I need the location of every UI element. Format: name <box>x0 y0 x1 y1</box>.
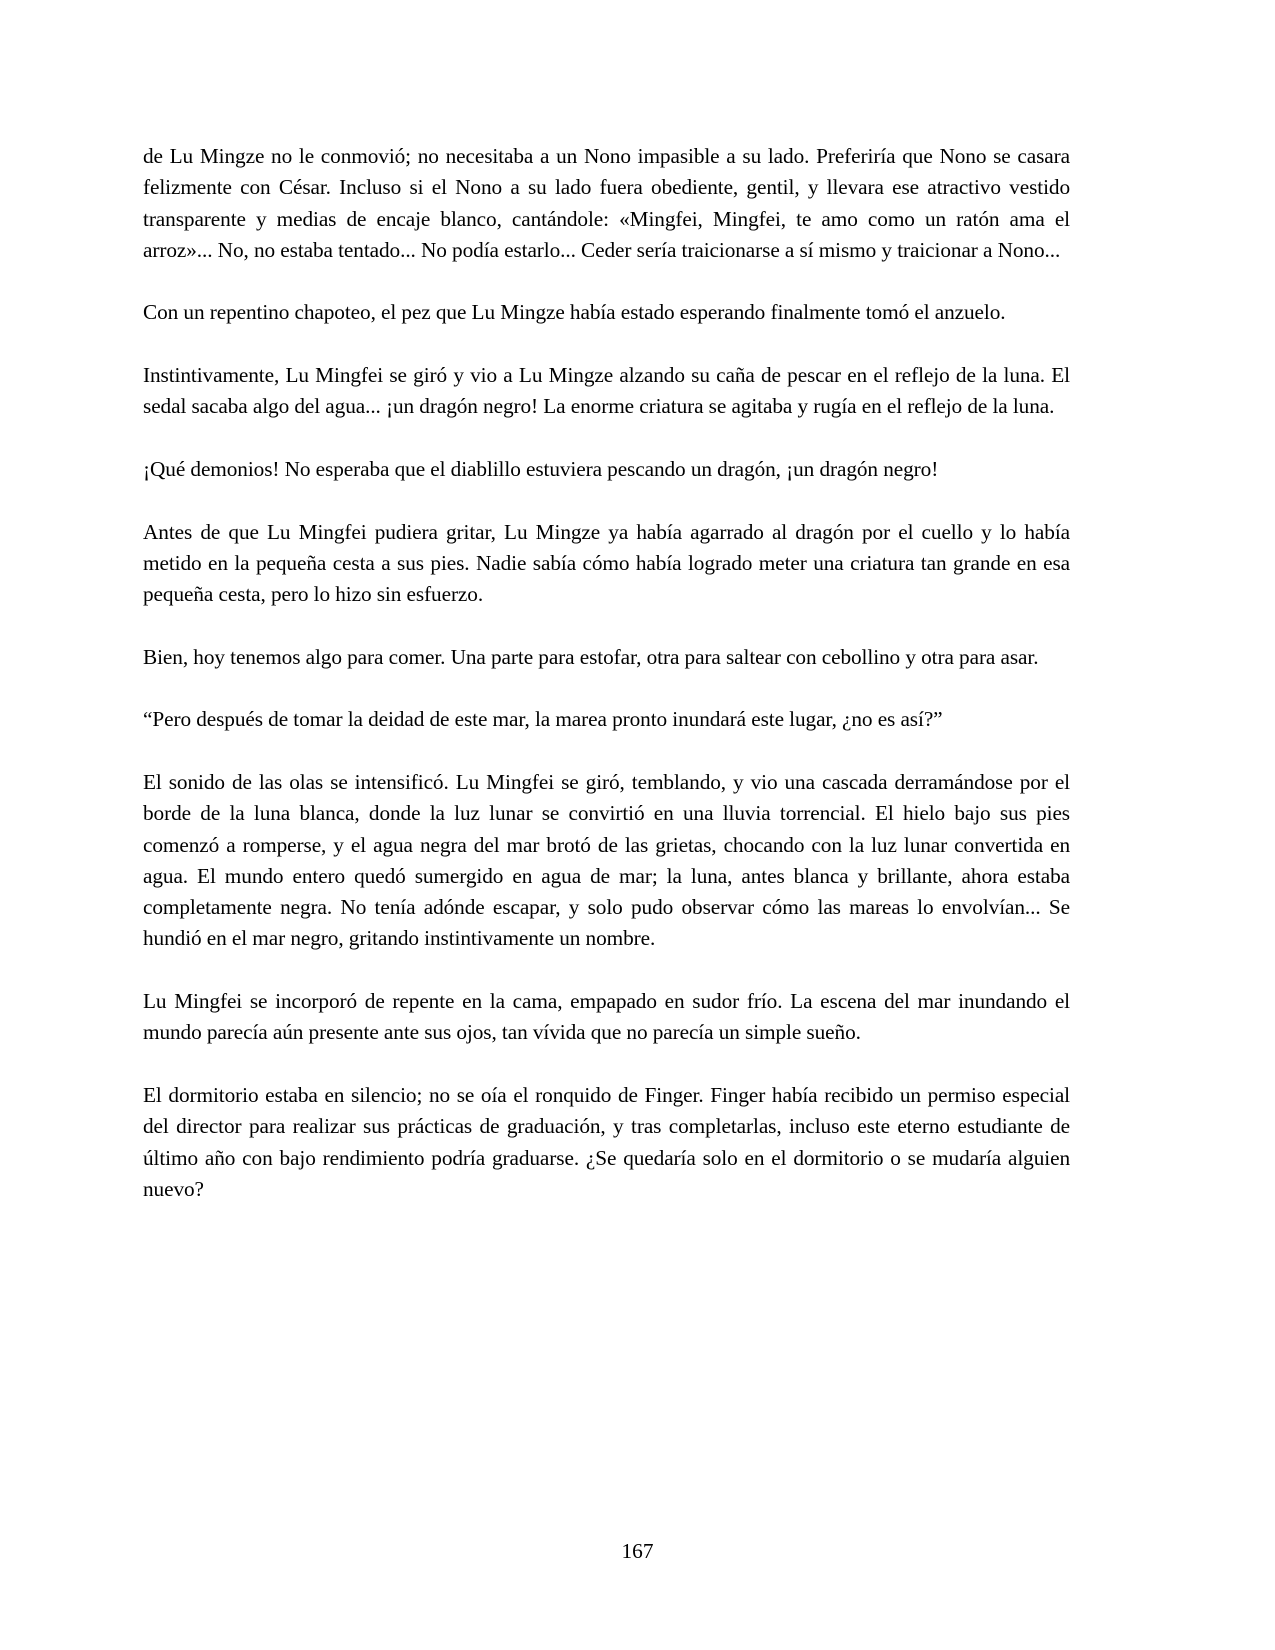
paragraph: Bien, hoy tenemos algo para comer. Una parte para estofar, otra para saltear con cebollino y otra para asar. <box>143 644 1039 669</box>
paragraph: ¡Qué demonios! No esperaba que el diablillo estuviera pescando un dragón, ¡un dragón negro! <box>143 456 939 481</box>
paragraph: Lu Mingfei se incorporó de repente en la cama, empapado en sudor frío. La escena del mar inundando el mundo parecía aún presente ante sus ojos, tan vívida que no parecía un simple sueño. <box>143 989 1070 1045</box>
paragraph: de Lu Mingze no le conmovió; no necesitaba a un Nono impasible a su lado. Preferiría que Nono se casara felizmente con César. Incluso si el Nono a su lado fuera obediente, gentil, y llevara ese atractivo vestido transparente y medias de encaje blanco, cantándole: «Mingfei, Mingfei, te amo como un ratón ama el arroz»... No, no estaba tentado... No podía estarlo... Ceder sería traicionarse a sí mismo y traicionar a Nono... <box>143 144 1070 262</box>
paragraph: “Pero después de tomar la deidad de este mar, la marea pronto inundará este lugar, ¿no es así?” <box>143 707 943 732</box>
paragraph: El dormitorio estaba en silencio; no se oía el ronquido de Finger. Finger había recibido un permiso especial del director para realizar sus prácticas de graduación, y tras completarlas, incluso este eterno estudiante de último año con bajo rendimiento podría graduarse. ¿Se quedaría solo en el dormitorio o se mudaría alguien nuevo? <box>143 1082 1070 1201</box>
paragraph: Con un repentino chapoteo, el pez que Lu Mingze había estado esperando finalmente tomó el anzuelo. <box>143 300 1006 325</box>
paragraph: Antes de que Lu Mingfei pudiera gritar, Lu Mingze ya había agarrado al dragón por el cuello y lo había metido en la pequeña cesta a sus pies. Nadie sabía cómo había logrado meter una criatura tan grande en esa pequeña cesta, pero lo hizo sin esfuerzo. <box>143 519 1070 607</box>
paragraph: El sonido de las olas se intensificó. Lu Mingfei se giró, temblando, y vio una cascada derramándose por el borde de la luna blanca, donde la luz lunar se convirtió en una lluvia torrencial. El hielo bajo sus pies comenzó a romperse, y el agua negra del mar brotó de las grietas, chocando con la luz lunar convertida en agua. El mundo entero quedó sumergido en agua de mar; la luna, antes blanca y brillante, ahora estaba completamente negra. No tenía adónde escapar, y solo pudo observar cómo las mareas lo envolvían... Se hundió en el mar negro, gritando instintivamente un nombre. <box>143 769 1070 951</box>
page-body <box>143 141 1070 1236</box>
paragraph: Instintivamente, Lu Mingfei se giró y vio a Lu Mingze alzando su caña de pescar en el reflejo de la luna. El sedal sacaba algo del agua... ¡un dragón negro! La enorme criatura se agitaba y rugía en el reflejo de la luna. <box>143 363 1070 419</box>
page-number: 167 <box>621 1539 654 1563</box>
